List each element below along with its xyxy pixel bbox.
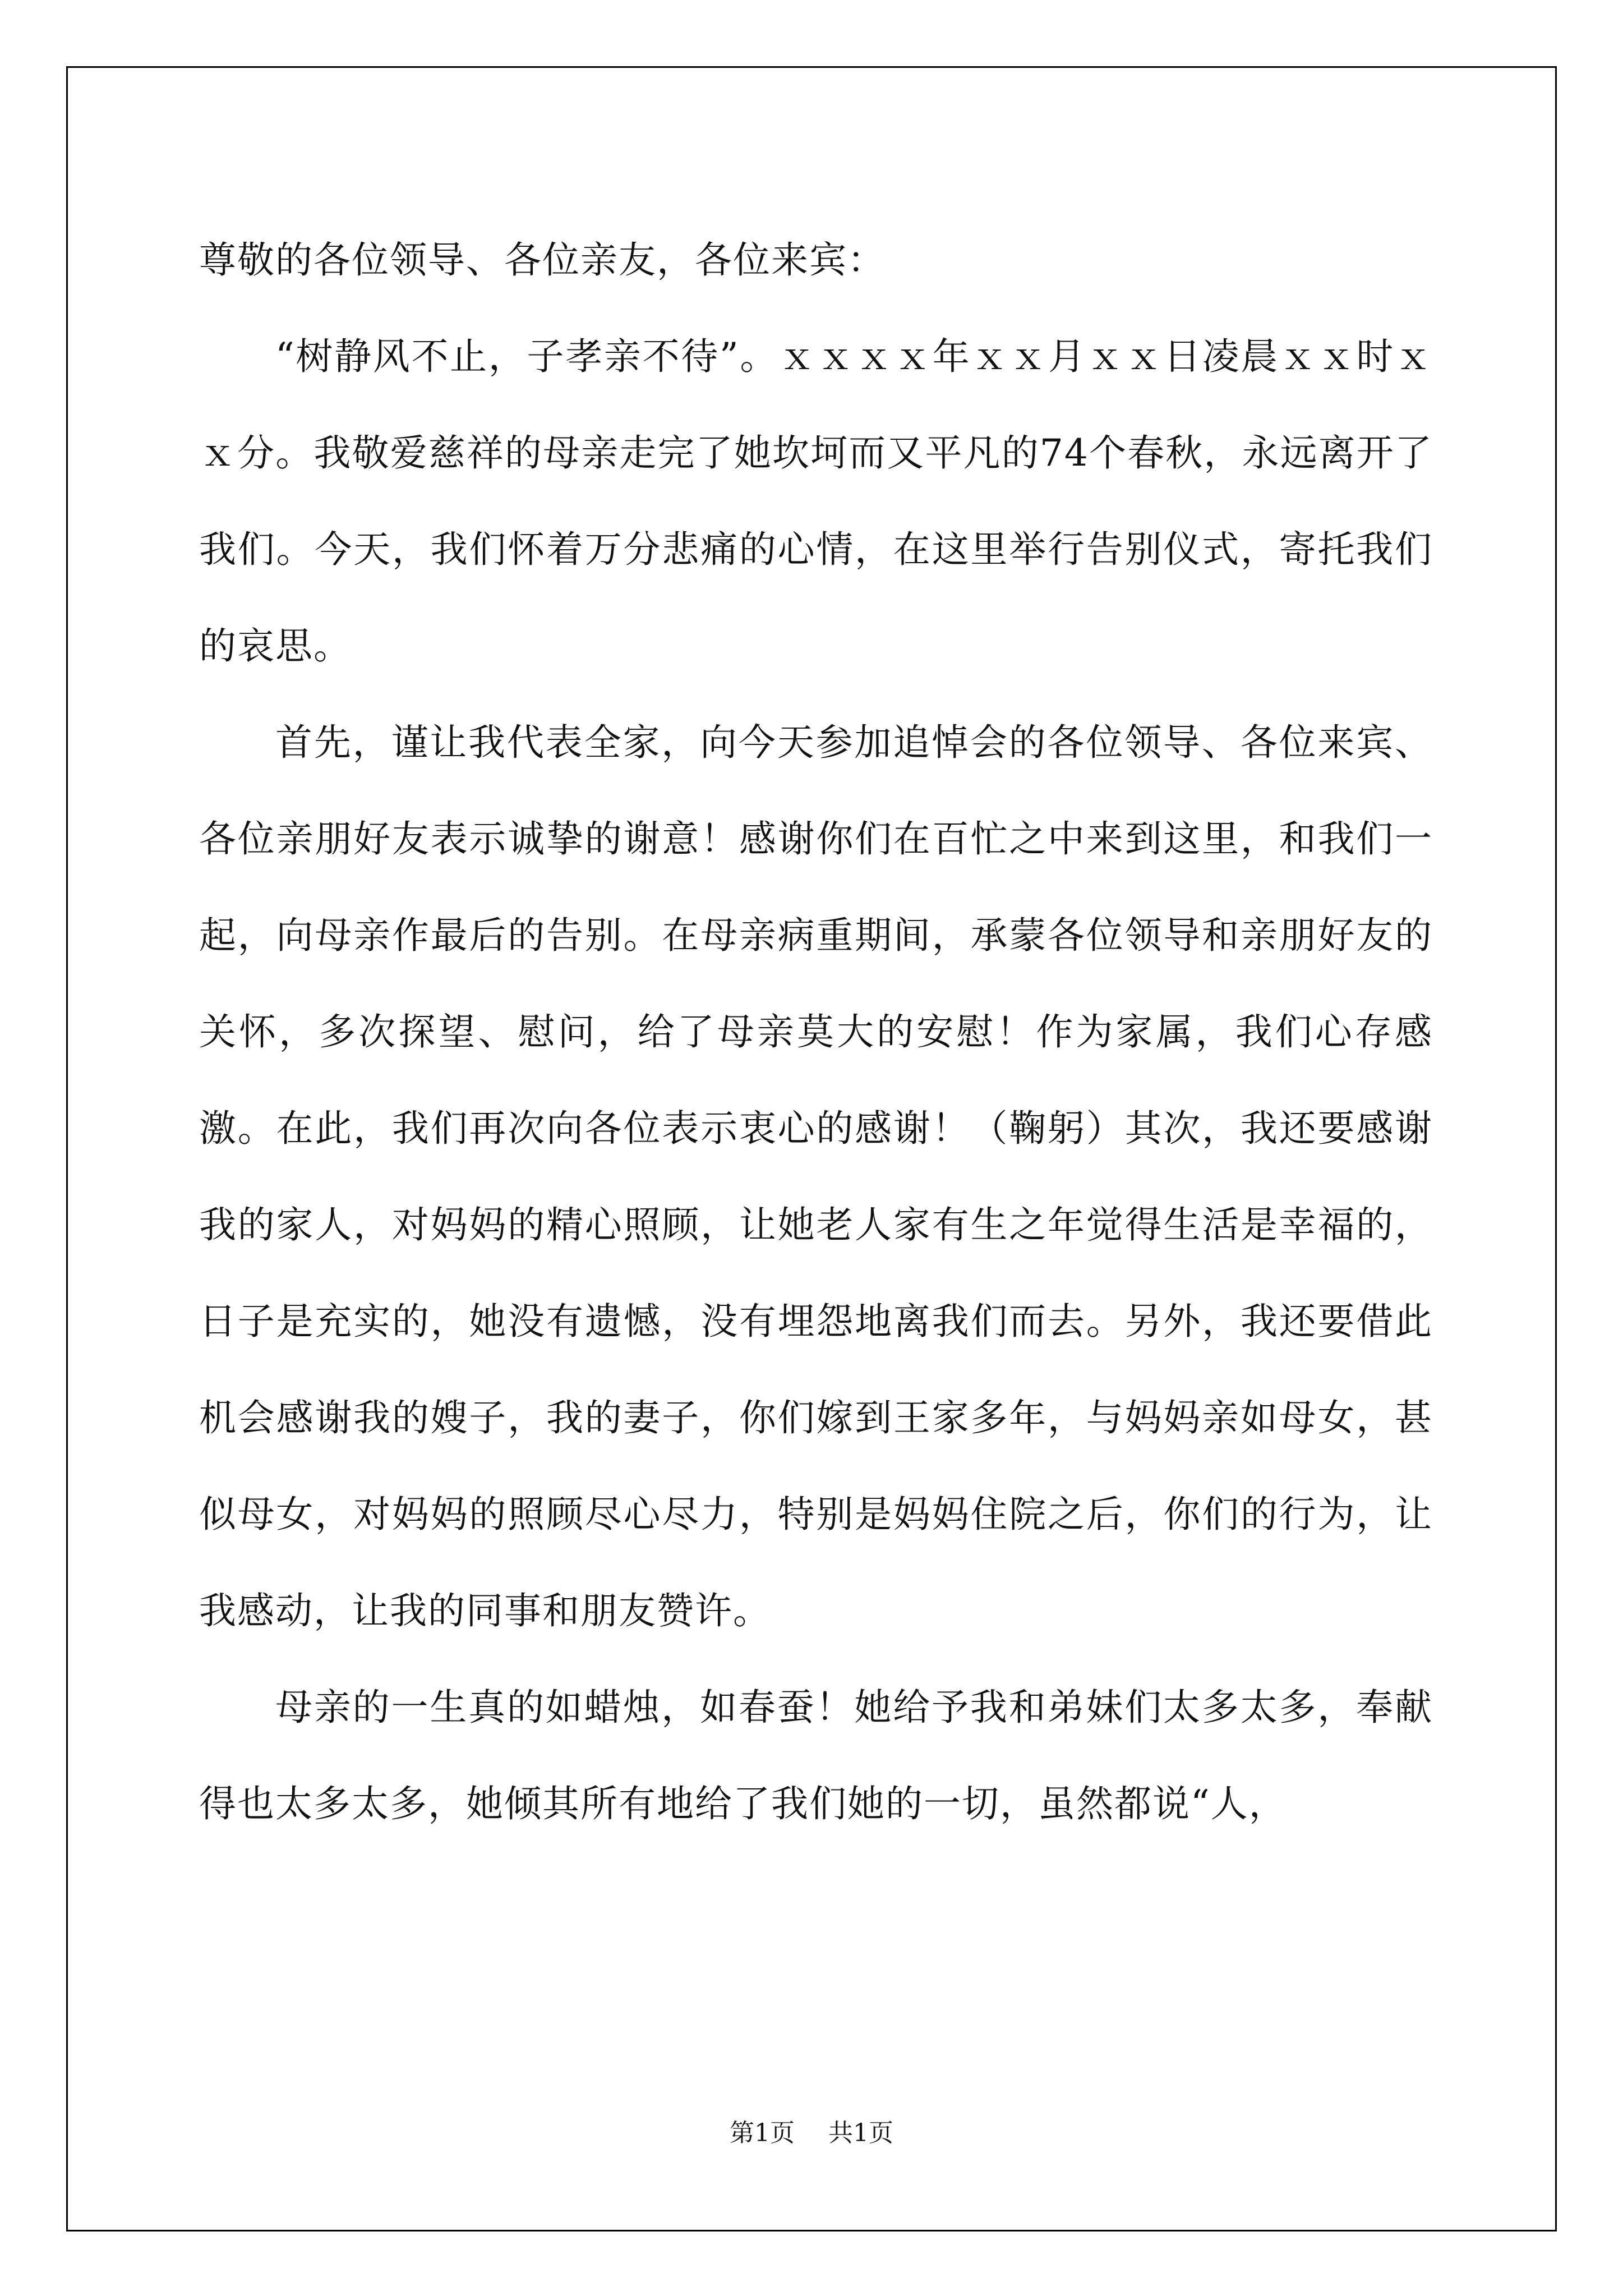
page-footer xyxy=(0,2113,1623,2148)
paragraph-3: 母亲的一生真的如蜡烛，如春蚕！她给予我和弟妹们太多太多，奉献得也太多太多，她倾其所有地给了我们她的一切，虽然都说“人， xyxy=(199,1686,1433,1825)
document-body xyxy=(199,212,1433,1852)
paragraph-1: “树静风不止，子孝亲不待”。ｘｘｘｘ年ｘｘ月ｘｘ日凌晨ｘｘ时ｘｘ分。我敬爱慈祥的母亲走完了她坎坷而又平凡的74个春秋，永远离开了我们。今天，我们怀着万分悲痛的心情，在这里举行告别仪式，寄托我们的哀思。 xyxy=(199,335,1433,668)
salutation: 尊敬的各位领导、各位亲友，各位来宾： xyxy=(199,238,886,282)
page-total: 共1页 xyxy=(828,2119,893,2147)
paragraph-2: 首先，谨让我代表全家，向今天参加追悼会的各位领导、各位来宾、各位亲朋好友表示诚挚的谢意！感谢你们在百忙之中来到这里，和我们一起，向母亲作最后的告别。在母亲病重期间，承蒙各位领导和亲朋好友的关怀，多次探望、慰问，给了母亲莫大的安慰！作为家属，我们心存感激。在此，我们再次向各位表示衷心的感谢！（鞠躬）其次，我还要感谢我的家人，对妈妈的精心照顾，让她老人家有生之年觉得生活是幸福的，日子是充实的，她没有遗憾，没有埋怨地离我们而去。另外，我还要借此机会感谢我的嫂子，我的妻子，你们嫁到王家多年，与妈妈亲如母女，甚似母女，对妈妈的照顾尽心尽力，特别是妈妈住院之后，你们的行为，让我感动，让我的同事和朋友赞许。 xyxy=(199,721,1433,1632)
page-number: 第1页 xyxy=(730,2119,795,2147)
